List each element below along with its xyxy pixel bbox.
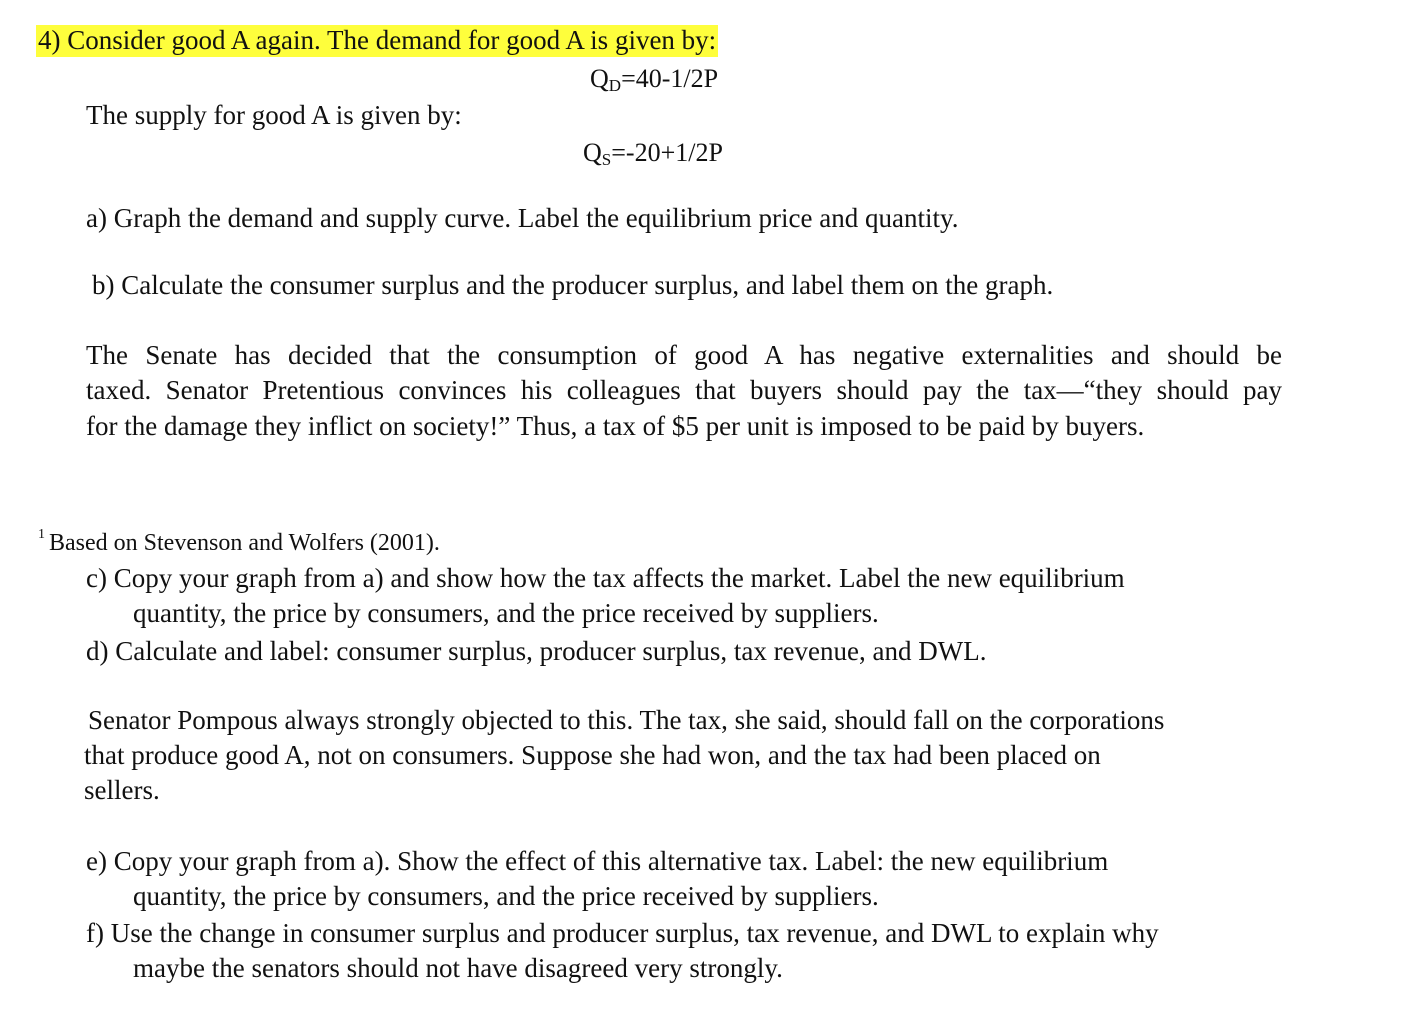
footnote — [38, 528, 440, 558]
part-d: d) Calculate and label: consumer surplus, producer surplus, tax revenue, and DWL. — [86, 636, 987, 666]
supply-eq-subscript: S — [601, 150, 612, 169]
pompous-line-3: sellers. — [84, 775, 160, 805]
part-f-line-2: maybe the senators should not have disagreed very strongly. — [133, 953, 783, 983]
question-heading — [36, 23, 718, 57]
part-b: b) Calculate the consumer surplus and the producer surplus, and label them on the graph. — [92, 270, 1054, 300]
part-c-line-1: c) Copy your graph from a) and show how the tax affects the market. Label the new equilibrium — [86, 563, 1125, 593]
part-e-line-1: e) Copy your graph from a). Show the effect of this alternative tax. Label: the new equilibrium — [86, 846, 1109, 876]
footnote-text: Based on Stevenson and Wolfers (2001). — [49, 530, 440, 556]
demand-eq-lhs: Q — [590, 64, 609, 93]
senate-line-1: The Senate has decided that the consumption of good A has negative externalities and should be — [86, 340, 1282, 370]
demand-equation — [590, 62, 718, 96]
part-e-line-2: quantity, the price by consumers, and the price received by suppliers. — [133, 881, 879, 911]
part-f-line-1: f) Use the change in consumer surplus and producer surplus, tax revenue, and DWL to explain why — [86, 918, 1159, 948]
pompous-line-2: that produce good A, not on consumers. Suppose she had won, and the tax had been placed on — [84, 740, 1101, 770]
senate-line-3: for the damage they inflict on society!” Thus, a tax of $5 per unit is imposed to be paid by buyers. — [86, 411, 1145, 441]
supply-intro: The supply for good A is given by: — [86, 100, 462, 130]
demand-eq-subscript: D — [608, 76, 622, 95]
footnote-mark: 1 — [38, 527, 45, 542]
part-a: a) Graph the demand and supply curve. Label the equilibrium price and quantity. — [86, 203, 959, 233]
pompous-line-1: Senator Pompous always strongly objected to this. The tax, she said, should fall on the corporations — [88, 705, 1165, 735]
supply-eq-rhs: =-20+1/2P — [611, 138, 723, 167]
part-c-line-2: quantity, the price by consumers, and the price received by suppliers. — [133, 598, 879, 628]
demand-eq-rhs: =40-1/2P — [621, 64, 719, 93]
supply-equation — [583, 136, 723, 170]
senate-line-2: taxed. Senator Pretentious convinces his colleagues that buyers should pay the tax—“they should pay — [86, 375, 1282, 405]
supply-eq-lhs: Q — [583, 138, 602, 167]
heading-highlight: 4) Consider good A again. The demand for good A is given by: — [38, 25, 717, 55]
